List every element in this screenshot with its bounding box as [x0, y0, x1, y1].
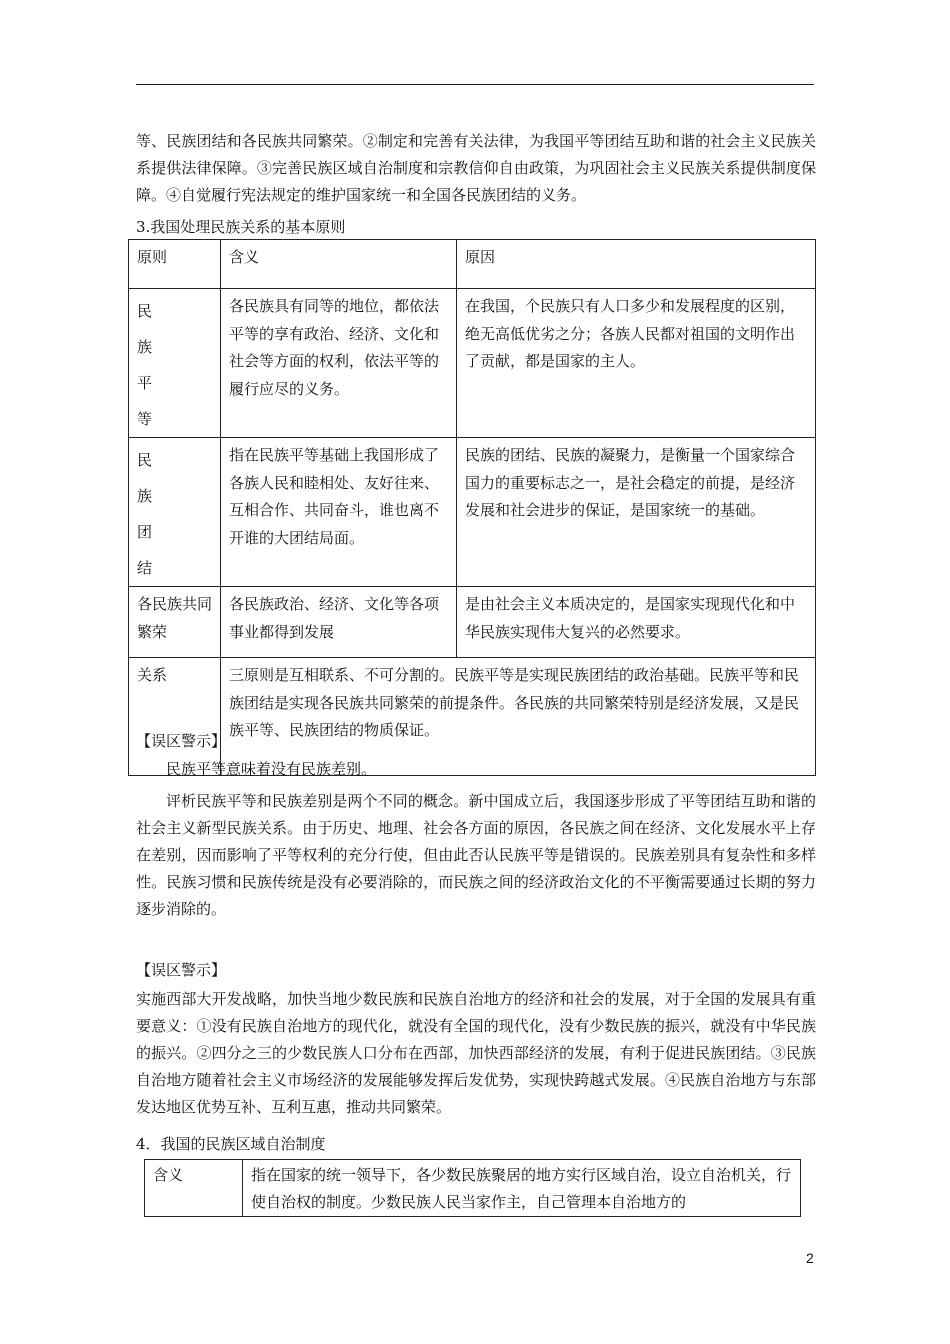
header-reason: 原因 [457, 240, 816, 289]
principle-equality: 民族平等 [137, 302, 153, 428]
autonomy-label: 含义 [145, 1160, 243, 1217]
meaning-equality: 各民族具有同等的地位，都依法平等的享有政治、经济、文化和社会等方面的权利，依法平等的履行应尽的义务。 [221, 289, 457, 438]
header-principle: 原则 [129, 240, 221, 289]
page-number: 2 [806, 1250, 814, 1266]
header-rule [136, 84, 814, 85]
principle-unity: 民族团结 [137, 451, 153, 577]
warning-1-statement: 民族平等意味着没有民族差别。 [166, 760, 377, 778]
header-meaning: 含义 [221, 240, 457, 289]
principles-table [128, 239, 816, 776]
intro-paragraph: 等、民族团结和各民族共同繁荣。②制定和完善有关法律，为我国平等团结互助和谐的社会主义民族关系提供法律保障。③完善民族区域自治制度和宗教信仰自由政策，为巩固社会主义民族关系提供制度保障。④自觉履行宪法规定的维护国家统一和全国各民族团结的义务。 [136, 132, 816, 204]
warning-2-title: 【误区警示】 [136, 961, 227, 979]
reason-prosperity: 是由社会主义本质决定的，是国家实现现代化和中华民族实现伟大复兴的必然要求。 [457, 587, 816, 658]
autonomy-table [144, 1159, 801, 1217]
meaning-unity: 指在民族平等基础上我国形成了各族人民和睦相处、友好往来、互相合作、共同奋斗，谁也离不开谁的大团结局面。 [221, 438, 457, 587]
warning-1-title: 【误区警示】 [136, 732, 227, 750]
section-4-title: 4．我国的民族区域自治制度 [136, 1135, 326, 1153]
meaning-prosperity: 各民族政治、经济、文化等各项事业都得到发展 [221, 587, 457, 658]
principle-cell [129, 438, 221, 587]
principle-prosperity: 各民族共同繁荣 [129, 587, 221, 658]
reason-unity: 民族的团结、民族的凝聚力，是衡量一个国家综合国力的重要标志之一，是社会稳定的前提，是经济发展和社会进步的保证，是国家统一的基础。 [457, 438, 816, 587]
relation-text: 三原则是互相联系、不可分割的。民族平等是实现民族团结的政治基础。民族平等和民族团结是实现各民族共同繁荣的前提条件。各民族的共同繁荣特别是经济发展，又是民族平等、民族团结的物质保证。 [221, 658, 816, 776]
warning-2-text: 实施西部大开发战略，加快当地少数民族和民族自治地方的经济和社会的发展，对于全国的发展具有重要意义：①没有民族自治地方的现代化，就没有全国的现代化，没有少数民族的振兴，就没有中华民族的振兴。②四分之三的少数民族人口分布在西部，加快西部经济的发展，有利于促进民族团结。③民族自治地方随着社会主义市场经济的发展能够发挥后发优势，实现快跨越式发展。④民族自治地方与东部发达地区优势互补、互利互惠，推动共同繁荣。 [136, 990, 816, 1116]
relation-label: 关系 [129, 658, 221, 776]
autonomy-text: 指在国家的统一领导下，各少数民族聚居的地方实行区域自治，设立自治机关，行使自治权的制度。少数民族人民当家作主，自己管理本自治地方的 [243, 1160, 801, 1217]
principle-cell [129, 289, 221, 438]
warning-1-analysis: 评析民族平等和民族差别是两个不同的概念。新中国成立后，我国逐步形成了平等团结互助和谐的社会主义新型民族关系。由于历史、地理、社会各方面的原因，各民族之间在经济、文化发展水平上存在差别，因而影响了平等权利的充分行使，但由此否认民族平等是错误的。民族差别具有复杂性和多样性。民族习惯和民族传统是没有必要消除的，而民族之间的经济政治文化的不平衡需要通过长期的努力逐步消除的。 [136, 792, 816, 918]
reason-equality: 在我国，个民族只有人口多少和发展程度的区别，绝无高低优劣之分；各族人民都对祖国的文明作出了贡献，都是国家的主人。 [457, 289, 816, 438]
section-3-title: 3.我国处理民族关系的基本原则 [136, 218, 346, 236]
